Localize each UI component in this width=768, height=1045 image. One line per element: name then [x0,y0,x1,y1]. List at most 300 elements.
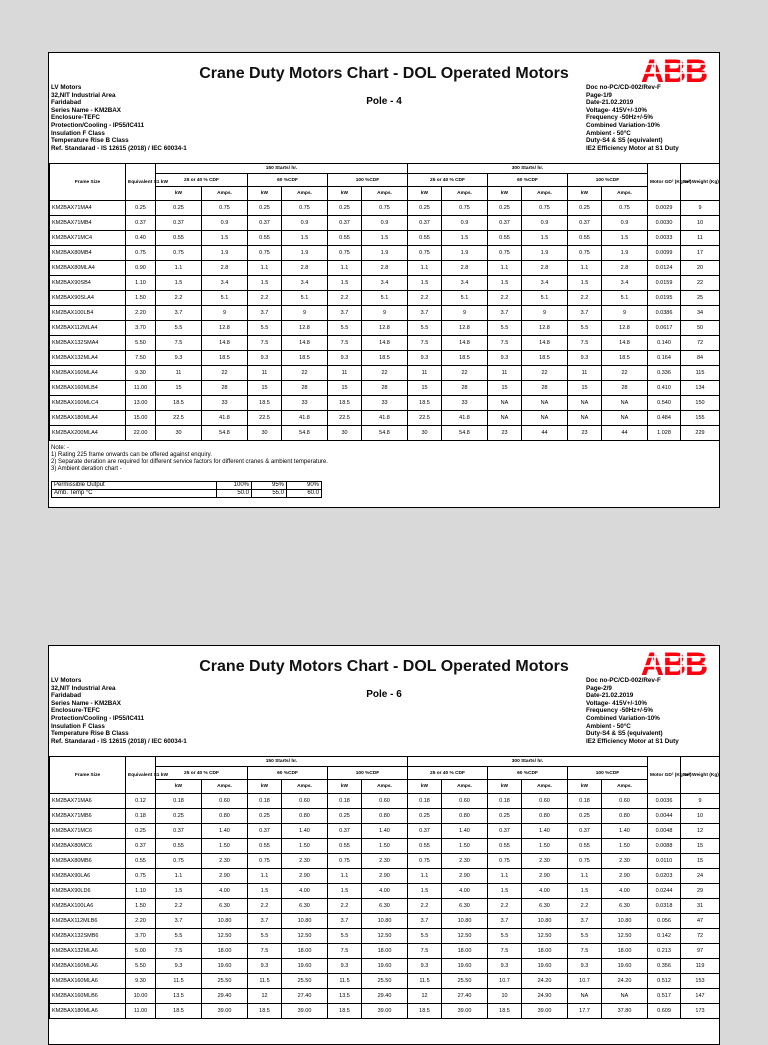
table-cell: 14.8 [522,336,568,351]
table-cell: 0.356 [648,959,681,974]
table-cell: 1.5 [202,231,248,246]
table-cell: 9 [522,306,568,321]
table-cell: 0.0244 [648,884,681,899]
table-row [50,321,720,336]
table-cell: KM2BAX71MB4 [50,216,126,231]
table-cell: 9.3 [488,959,522,974]
table-cell: 41.8 [442,411,488,426]
table-cell: 9.3 [156,959,202,974]
table-row [50,306,720,321]
table-cell: 0.18 [248,794,282,809]
table-cell: 0.37 [488,216,522,231]
table-cell: 28 [362,381,408,396]
header-amps: Amps. [202,187,248,201]
table-row [50,929,720,944]
table-cell: 1.40 [602,824,648,839]
header-motor-gd2: Motor GD² (Kg m²) [648,164,681,201]
table-cell: 1.1 [408,869,442,884]
table-cell: 1.1 [156,261,202,276]
table-cell: 1.5 [248,884,282,899]
table-cell: 0.37 [488,824,522,839]
table-cell: 12 [248,989,282,1004]
table-cell: 29.40 [202,989,248,1004]
table-cell: 19.60 [282,959,328,974]
table-cell: 11.5 [408,974,442,989]
table-cell: 9.3 [568,351,602,366]
ambient-deration-table: Permissible Output 100% 95% 90% Amb. Temp °C 50.0 55.0 60.0 [51,481,322,498]
table-cell: 0.25 [408,201,442,216]
table-cell: 1.50 [442,839,488,854]
header-kw: kW [488,780,522,794]
table-cell: 0.140 [648,336,681,351]
table-cell: 0.55 [248,839,282,854]
table-cell: 147 [681,989,720,1004]
table-cell: 12.50 [282,929,328,944]
table-cell: 3.7 [156,914,202,929]
header-amps: Amps. [602,187,648,201]
table-cell: 7.5 [488,336,522,351]
table-cell: 3.7 [488,306,522,321]
table-cell: 0.80 [362,809,408,824]
table-cell: 6.30 [522,899,568,914]
table-row [50,276,720,291]
table-cell: KM2BAX112MLB6 [50,914,126,929]
table-cell: 1.40 [522,824,568,839]
table-cell: 0.75 [328,246,362,261]
header-amps: Amps. [362,780,408,794]
table-cell: 14.8 [442,336,488,351]
header-cdf-60: 60 %CDF [488,767,568,780]
table-cell: 0.37 [156,216,202,231]
table-cell: 0.18 [488,794,522,809]
table-cell: 25.50 [282,974,328,989]
table-cell: NA [602,396,648,411]
table-cell: 44 [522,426,568,441]
table-row [50,246,720,261]
table-cell: KM2BAX132SMA4 [50,336,126,351]
table-cell: 4.00 [522,884,568,899]
table-row [50,899,720,914]
table-row [50,426,720,441]
table-cell: 3.7 [408,306,442,321]
table-cell: 0.056 [648,914,681,929]
header-300-starts: 300 Starts/ hr. [408,164,648,174]
table-cell: 2.2 [408,291,442,306]
table-cell: 1.9 [362,246,408,261]
header-150-starts: 150 Starts/ hr. [156,164,408,174]
table-cell: 1.50 [282,839,328,854]
table-cell: 5.5 [156,929,202,944]
table-cell: 24 [681,869,720,884]
table-cell: 29.40 [362,989,408,1004]
table-cell: 13.5 [328,989,362,1004]
table-cell: 1.5 [408,884,442,899]
table-cell: 150 [681,396,720,411]
sheet-title: Crane Duty Motors Chart - DOL Operated Motors [199,658,569,675]
table-row [50,396,720,411]
table-cell: 11 [568,366,602,381]
table-cell: 9 [202,306,248,321]
table-cell: NA [568,396,602,411]
table-cell: 14.8 [202,336,248,351]
table-cell: KM2BAX80MLA4 [50,261,126,276]
table-cell: 18.5 [156,1004,202,1019]
header-150-starts: 150 Starts/ hr. [156,757,408,767]
table-cell: 28 [602,381,648,396]
table-cell: 2.2 [328,899,362,914]
table-cell: 3.4 [362,276,408,291]
table-cell: 22 [362,366,408,381]
header-amps: Amps. [362,187,408,201]
table-cell: 1.5 [488,276,522,291]
table-cell: 0.60 [602,794,648,809]
table-cell: 0.25 [568,201,602,216]
table-cell: 1.5 [248,276,282,291]
table-cell: 0.75 [202,201,248,216]
table-cell: 2.30 [362,854,408,869]
table-row [50,216,720,231]
table-cell: 0.517 [648,989,681,1004]
table-cell: KM2BAX80MC6 [50,839,126,854]
table-cell: 5.5 [156,321,202,336]
table-cell: 9.3 [156,351,202,366]
table-cell: NA [602,989,648,1004]
table-cell: 2.2 [328,291,362,306]
table-cell: 1.5 [408,276,442,291]
table-cell: KM2BAX71MC6 [50,824,126,839]
table-cell: 5.5 [488,929,522,944]
table-cell: 19.60 [362,959,408,974]
table-cell: 0.0124 [648,261,681,276]
table-cell: 3.7 [248,306,282,321]
table-cell: 0.0036 [648,794,681,809]
table-cell: 20 [681,261,720,276]
table-cell: 0.75 [522,201,568,216]
header-kw: kW [408,187,442,201]
table-cell: 10.80 [362,914,408,929]
table-cell: 9.30 [126,974,156,989]
table-cell: 24.90 [522,989,568,1004]
table-cell: 3.4 [602,276,648,291]
table-cell: 1.5 [602,231,648,246]
table-cell: 5.5 [408,929,442,944]
table-cell: 1.1 [408,261,442,276]
table-cell: 0.484 [648,411,681,426]
table-cell: 10.80 [282,914,328,929]
table-cell: 2.30 [522,854,568,869]
table-row [50,201,720,216]
header-frame-size: Frame Size [50,757,126,794]
table-cell: 3.4 [202,276,248,291]
table-cell: 0.25 [126,824,156,839]
table-row [50,381,720,396]
table-cell: 0.25 [328,201,362,216]
pole-label: Pole - 6 [366,689,402,700]
table-cell: 18.5 [328,1004,362,1019]
table-cell: 25.50 [442,974,488,989]
company-info: LV Motors 32,NIT Industrial Area Faridabad Series Name - KM2BAX Enclosure-TEFC Protection/Cooling - IP55/IC411 Insulation F Class Temperature Rise B Class Ref. Standarad - IS 12615 (2018) / IEC 60034-1 [51,677,187,745]
table-cell: 7.5 [488,944,522,959]
table-cell: 3.7 [248,914,282,929]
table-row [50,914,720,929]
table-cell: 22 [202,366,248,381]
table-cell: KM2BAX90SLA4 [50,291,126,306]
table-cell: 72 [681,336,720,351]
table-cell: NA [488,411,522,426]
table-cell: 1.1 [248,261,282,276]
header-amps: Amps. [442,187,488,201]
table-cell: 0.37 [328,824,362,839]
table-cell: 15.00 [126,411,156,426]
table-cell: 1.10 [126,276,156,291]
table-cell: 1.1 [328,261,362,276]
table-cell: 9.3 [488,351,522,366]
table-cell: 11.5 [248,974,282,989]
table-cell: NA [568,989,602,1004]
table-cell: 5.50 [126,336,156,351]
table-cell: 0.25 [126,201,156,216]
table-cell: 28 [282,381,328,396]
table-cell: 15 [248,381,282,396]
table-cell: 9.3 [248,351,282,366]
table-cell: 1.1 [156,869,202,884]
table-cell: 7.5 [568,336,602,351]
table-cell: 119 [681,959,720,974]
header-kw: kW [568,780,602,794]
table-cell: 5.5 [328,321,362,336]
table-cell: KM2BAX71MA6 [50,794,126,809]
chart-sheet-pole-6 [48,645,720,1045]
table-cell: KM2BAX160MLB4 [50,381,126,396]
table-row [50,959,720,974]
table-cell: 22.5 [408,411,442,426]
table-cell: 39.00 [442,1004,488,1019]
table-cell: 0.25 [408,809,442,824]
table-cell: 0.540 [648,396,681,411]
table-cell: 5.1 [522,291,568,306]
header-300-starts: 300 Starts/ hr. [408,757,648,767]
table-cell: 0.142 [648,929,681,944]
table-cell: 2.2 [156,899,202,914]
header-kw: kW [156,780,202,794]
table-cell: 6.30 [202,899,248,914]
table-cell: 18.00 [282,944,328,959]
table-cell: 5.1 [282,291,328,306]
table-cell: 1.40 [202,824,248,839]
table-cell: 2.90 [522,869,568,884]
table-cell: 11.5 [156,974,202,989]
table-cell: 1.5 [568,276,602,291]
table-row [50,411,720,426]
table-cell: 1.10 [126,884,156,899]
table-cell: 3.70 [126,321,156,336]
table-cell: 1.50 [362,839,408,854]
table-row [50,291,720,306]
table-cell: 13.00 [126,396,156,411]
table-cell: 115 [681,366,720,381]
table-row [50,336,720,351]
header-cdf-100: 100 %CDF [328,174,408,187]
table-cell: 0.0195 [648,291,681,306]
table-cell: KM2BAX160MLA4 [50,366,126,381]
table-cell: 30 [328,426,362,441]
table-cell: 7.5 [156,336,202,351]
table-cell: 0.55 [126,854,156,869]
table-cell: KM2BAX80MB4 [50,246,126,261]
svg-text:ABB: ABB [640,646,708,682]
table-cell: 18.5 [156,396,202,411]
table-cell: 0.9 [602,216,648,231]
table-cell: 0.75 [126,246,156,261]
table-cell: 1.9 [282,246,328,261]
table-cell: 2.8 [202,261,248,276]
table-cell: 14.8 [362,336,408,351]
table-cell: 0.60 [282,794,328,809]
table-cell: 54.8 [442,426,488,441]
table-cell: 5.00 [126,944,156,959]
table-cell: 18.5 [282,351,328,366]
header-net-weight: Net Weight (Kg) [681,164,720,201]
table-cell: 2.2 [488,291,522,306]
table-cell: 0.55 [248,231,282,246]
table-cell: 22 [442,366,488,381]
table-cell: 1.1 [488,869,522,884]
table-cell: 12.8 [202,321,248,336]
table-cell: 15 [488,381,522,396]
table-cell: 10.00 [126,989,156,1004]
table-cell: 14.8 [602,336,648,351]
table-cell: 7.5 [408,336,442,351]
table-cell: 4.00 [442,884,488,899]
table-cell: 0.25 [156,809,202,824]
table-cell: 9 [681,201,720,216]
header-cdf-25: 25 or 40 % CDF [408,174,488,187]
table-cell: 12.8 [282,321,328,336]
table-cell: 1.5 [362,231,408,246]
table-cell: 9 [602,306,648,321]
table-cell: 7.5 [568,944,602,959]
table-cell: 11 [408,366,442,381]
table-cell: KM2BAX160MLB6 [50,989,126,1004]
table-cell: KM2BAX80MB6 [50,854,126,869]
table-cell: 2.2 [568,291,602,306]
table-cell: 1.40 [442,824,488,839]
document-info: Doc no-PC/CD-002/Rev-F Page-1/9 Date-21.02.2019 Voltage- 415V+/-10% Frequency -50Hz+/-5% Combined Variation-10% Ambient - 50°C Duty-S4 & S5 (equivalent) IE2 Efficiency Motor at S1 Duty [586,84,679,152]
table-cell: 5.5 [248,929,282,944]
table-cell: 2.8 [442,261,488,276]
table-row [50,794,720,809]
table-cell: 18.5 [408,396,442,411]
table-cell: 3.7 [488,914,522,929]
table-cell: 12.50 [202,929,248,944]
table-cell: 153 [681,974,720,989]
table-cell: 27.40 [442,989,488,1004]
table-cell: KM2BAX100LA6 [50,899,126,914]
table-cell: 7.5 [328,336,362,351]
table-cell: KM2BAX180MLA6 [50,1004,126,1019]
table-cell: 2.90 [202,869,248,884]
table-cell: KM2BAX71MA4 [50,201,126,216]
table-cell: 18.5 [602,351,648,366]
table-cell: 0.55 [568,231,602,246]
table-cell: 0.12 [126,794,156,809]
table-cell: 1.9 [602,246,648,261]
table-row [50,944,720,959]
table-cell: 2.30 [602,854,648,869]
table-cell: 5.5 [408,321,442,336]
table-cell: 1.50 [126,899,156,914]
table-cell: 50 [681,321,720,336]
table-cell: 0.18 [126,809,156,824]
table-cell: 7.5 [248,336,282,351]
table-cell: 2.90 [362,869,408,884]
table-cell: 1.9 [202,246,248,261]
table-cell: 28 [442,381,488,396]
table-cell: 11 [328,366,362,381]
table-cell: 7.5 [408,944,442,959]
table-cell: 1.50 [522,839,568,854]
table-cell: 0.0617 [648,321,681,336]
header-kw: kW [248,780,282,794]
table-cell: 54.8 [362,426,408,441]
table-cell: 9.3 [248,959,282,974]
table-cell: 9.3 [408,351,442,366]
table-cell: 9 [681,794,720,809]
header-net-weight: Net Weight (Kg) [681,757,720,794]
table-row [50,366,720,381]
table-cell: 33 [282,396,328,411]
table-cell: 0.55 [328,839,362,854]
table-cell: 0.75 [156,854,202,869]
table-cell: KM2BAX160MLC4 [50,396,126,411]
table-cell: 11 [156,366,202,381]
table-cell: KM2BAX71MC4 [50,231,126,246]
header-kw: kW [488,187,522,201]
table-cell: 18.00 [442,944,488,959]
table-cell: 37.80 [602,1004,648,1019]
table-cell: 18.00 [202,944,248,959]
table-cell: 1.5 [442,231,488,246]
table-cell: KM2BAX90SB4 [50,276,126,291]
pole-label: Pole - 4 [366,96,402,107]
table-cell: 22.5 [328,411,362,426]
table-cell: 0.0088 [648,839,681,854]
abb-logo-icon [635,646,713,682]
table-cell: 9 [442,306,488,321]
table-cell: 17 [681,246,720,261]
table-cell: 5.5 [328,929,362,944]
table-cell: 0.37 [248,216,282,231]
table-cell: 1.5 [568,884,602,899]
table-cell: 5.5 [488,321,522,336]
table-cell: 11 [248,366,282,381]
table-cell: 22 [282,366,328,381]
table-cell: 2.8 [522,261,568,276]
table-cell: 10.7 [488,974,522,989]
table-cell: 1.9 [442,246,488,261]
motor-data-table [49,163,720,441]
table-cell: 7.5 [328,944,362,959]
table-cell: 11 [488,366,522,381]
table-cell: 41.8 [202,411,248,426]
table-cell: 0.0033 [648,231,681,246]
table-cell: 0.55 [156,839,202,854]
table-cell: KM2BAX200MLA4 [50,426,126,441]
table-cell: 0.60 [442,794,488,809]
table-cell: 0.37 [126,216,156,231]
table-cell: 0.55 [156,231,202,246]
table-cell: 0.410 [648,381,681,396]
